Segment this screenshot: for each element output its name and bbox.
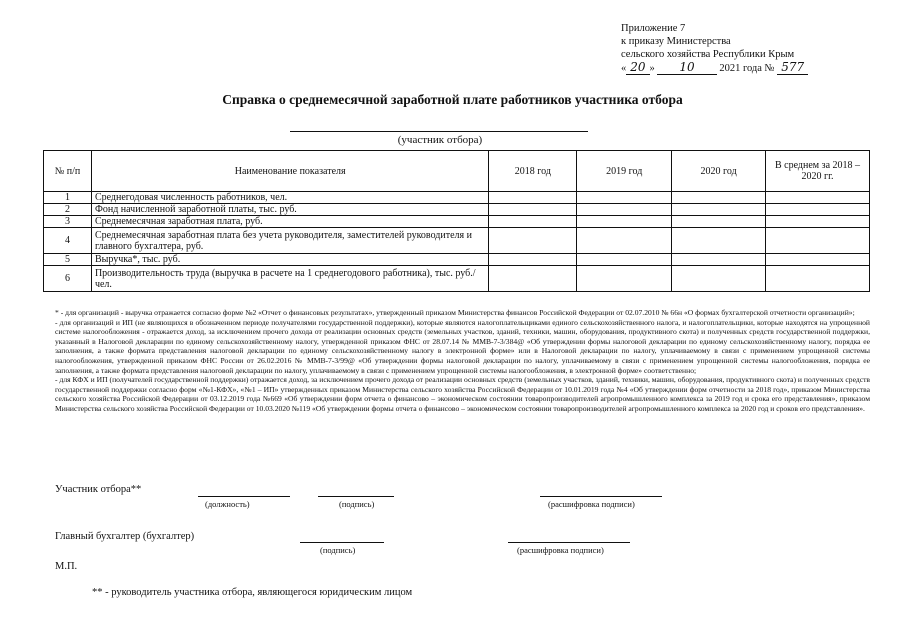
row-num: 6 [44, 266, 92, 292]
decoding-caption: (расшифровка подписи) [548, 499, 635, 509]
appendix-number: 577 [777, 60, 808, 75]
cell-2020[interactable] [672, 192, 766, 204]
cell-average[interactable] [766, 254, 870, 266]
participant-label: (участник отбора) [397, 134, 483, 146]
table-row [44, 266, 870, 292]
cell-2018[interactable] [489, 216, 577, 228]
decoding-line [540, 496, 662, 497]
table-row [44, 254, 870, 266]
row-name: Среднемесячная заработная плата без учета руководителя, заместителей руководителя и главного бухгалтера, руб. [91, 228, 488, 254]
cell-2019[interactable] [577, 254, 672, 266]
cell-2019[interactable] [577, 192, 672, 204]
header-num: № п/п [44, 151, 92, 192]
cell-2019[interactable] [577, 204, 672, 216]
cell-average[interactable] [766, 204, 870, 216]
row-num: 4 [44, 228, 92, 254]
salary-table [43, 150, 870, 292]
accountant-signature-label: Главный бухгалтер (бухгалтер) [55, 531, 195, 542]
signature-caption: (подпись) [339, 499, 375, 509]
appendix-month: 10 [657, 60, 716, 75]
cell-average[interactable] [766, 192, 870, 204]
appendix-day: 20 [626, 60, 649, 75]
position-caption: (должность) [205, 499, 250, 509]
cell-2019[interactable] [577, 228, 672, 254]
cell-average[interactable] [766, 216, 870, 228]
cell-average[interactable] [766, 228, 870, 254]
cell-2018[interactable] [489, 254, 577, 266]
cell-2020[interactable] [672, 228, 766, 254]
header-average: В среднем за 2018 – 2020 гг. [766, 151, 870, 192]
table-row [44, 204, 870, 216]
header-indicator: Наименование показателя [91, 151, 488, 192]
row-name: Среднегодовая численность работников, чел. [91, 192, 488, 204]
row-num: 2 [44, 204, 92, 216]
footnote-2: - для организаций и ИП (не являющихся в обозначенном периоде получателями государственной поддержки), которые являются налогоплательщиками единого сельскохозяйственного налога, и налогоплательщики, которые находятся на упрощенной системе налогообложения - отражается доход, за исключением прочего дохода от реализации основных средств (земельных участков, зданий, техники, машин, оборудования, продуктивного скота) и полученных средств государственной поддержки, указанный в Налоговой декларации по единому сельскохозяйственному налогу, утвержденной приказом ФНС от 28.07.14 № ММВ-7-3/384@ «Об утверждении формы налоговой декларации по единому сельскохозяйственному налогу, порядка ее заполнения, а также формата представления налоговой декларации по единому сельскохозяйственному налогу в электронной форме» или в Налоговой декларации по налогу, уплачиваемому в связи с применением упрощенной системы налогообложения, утвержденной приказом ФНС России от 26.02.2016 № ММВ-7-3/99@ «Об утверждении формы налоговой декларации по налогу, уплачиваемому в связи с применением упрощенной системы налогообложения, порядка ее заполнения, а также формата представления налоговой декларации по налогу, уплачиваемому в связи с применением упрощенной системы налогообложения, в электронной форме» соответственно; [55, 317, 870, 375]
cell-average[interactable] [766, 266, 870, 292]
appendix-year: 2021 года № [719, 63, 775, 74]
appendix-date-line: « 20 » 10 2021 года № 577 [621, 61, 808, 75]
table-row [44, 216, 870, 228]
cell-2018[interactable] [489, 204, 577, 216]
header-2020: 2020 год [672, 151, 766, 192]
cell-2020[interactable] [672, 254, 766, 266]
cell-2018[interactable] [489, 192, 577, 204]
table-row [44, 192, 870, 204]
row-num: 3 [44, 216, 92, 228]
accountant-decoding-caption: (расшифровка подписи) [517, 545, 604, 555]
stamp-label: М.П. [55, 561, 78, 572]
cell-2020[interactable] [672, 204, 766, 216]
accountant-decoding-line [508, 542, 630, 543]
participant-signature-label: Участник отбора** [55, 484, 142, 495]
header-2019: 2019 год [577, 151, 672, 192]
table-header-row [44, 151, 870, 192]
footnote-3: - для КФХ и ИП (получателей государственной поддержки) отражается доход, за исключением прочего дохода от реализации основных средств (земельных участков, зданий, техники, машин, оборудования, продуктивного скота) и полученных средств государственной поддержки согласно форм «№1-КФХ», «№1 – ИП» утвержденных приказом Министерства сельского хозяйства Российской Федерации от 10.01.2019 года №4 «Об утверждении форм отчетности за 2018 год», приказом Министерства сельского хозяйства Российской Федерации от 03.12.2019 года №669 «Об утверждении форм отчета о финансово – экономическом состоянии товаропроизводителей агропромышленного комплекса за 2019 год и срока его представления», приказом Министерства сельского хозяйства Российской Федерации от 10.03.2020 №119 «Об утверждении формы отчета о финансово – экономическом состоянии товаропроизводителей агропромышленного комплекса за 2020 год и сроков его представления». [55, 375, 870, 413]
row-name: Среднемесячная заработная плата, руб. [91, 216, 488, 228]
footnote-1: * - для организаций - выручка отражается согласно форме №2 «Отчет о финансовых результатах», утвержденный приказом Министерства финансов Российской Федерации от 02.07.2010 № 66н «О формах бухгалтерской отчетности организаций»; [55, 308, 855, 317]
appendix-line-1: Приложение 7 [621, 23, 686, 34]
footnotes [55, 308, 870, 414]
cell-2019[interactable] [577, 216, 672, 228]
signature-line [318, 496, 394, 497]
accountant-signature-caption: (подпись) [320, 545, 356, 555]
row-num: 5 [44, 254, 92, 266]
document-title: Справка о среднемесячной заработной плате работников участника отбора [222, 92, 683, 107]
appendix-block [621, 22, 808, 75]
cell-2019[interactable] [577, 266, 672, 292]
footnote-director: ** - руководитель участника отбора, являющегося юридическим лицом [92, 587, 413, 598]
appendix-line-2: к приказу Министерства [621, 36, 731, 47]
position-line [198, 496, 290, 497]
accountant-signature-line [300, 542, 384, 543]
cell-2020[interactable] [672, 216, 766, 228]
row-name: Фонд начисленной заработной платы, тыс. руб. [91, 204, 488, 216]
row-name: Выручка*, тыс. руб. [91, 254, 488, 266]
row-name: Производительность труда (выручка в расчете на 1 среднегодового работника), тыс. руб./чел. [91, 266, 488, 292]
cell-2018[interactable] [489, 266, 577, 292]
table-row [44, 228, 870, 254]
cell-2018[interactable] [489, 228, 577, 254]
appendix-line-3: сельского хозяйства Республики Крым [621, 49, 795, 60]
header-2018: 2018 год [489, 151, 577, 192]
cell-2020[interactable] [672, 266, 766, 292]
participant-name-line [290, 131, 588, 132]
row-num: 1 [44, 192, 92, 204]
